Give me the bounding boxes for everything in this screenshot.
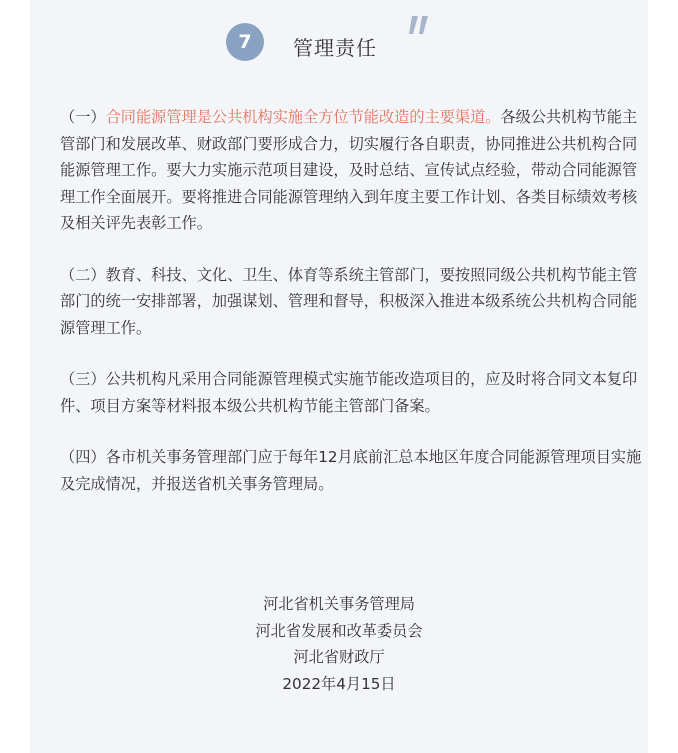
signature-org-1: 河北省机关事务管理局 — [263, 595, 415, 613]
document-panel — [30, 0, 648, 753]
paragraph-1-highlight: 合同能源管理是公共机构实施全方位节能改造的主要渠道。 — [105, 108, 501, 126]
signature-org-3: 河北省财政厅 — [293, 648, 385, 666]
article-body — [60, 104, 650, 522]
section-title: 管理责任 — [293, 36, 377, 60]
paragraph-2: （二）教育、科技、文化、卫生、体育等系统主管部门，要按照同级公共机构节能主管部门的统一安排部署，加强谋划、管理和督导，积极深入推进本级系统公共机构合同能源管理工作。 — [60, 265, 638, 337]
paragraph-1 — [60, 104, 650, 237]
paragraph-4: （四）各市机关事务管理部门应于每年12月底前汇总本地区年度合同能源管理项目实施及完成情况，并报送省机关事务管理局。 — [60, 448, 642, 493]
signature-date: 2022年4月15日 — [282, 674, 396, 693]
quote-mark-icon — [406, 12, 432, 38]
signature-block — [30, 591, 648, 697]
signature-org-2: 河北省发展和改革委员会 — [255, 621, 423, 640]
paragraph-1-lead: （一） — [60, 108, 106, 126]
section-header — [30, 0, 648, 80]
paragraph-1-rest: 各级公共机构节能主管部门和发展改革、财政部门要形成合力，切实履行各自职责，协同推进公共机构合同能源管理工作。要大力实施示范项目建设，及时总结、宣传试点经验，带动合同能源管理工作全面展开。要将推进合同能源管理纳入到年度主要工作计划、各类目标绩效考核及相关评先表彰工作。 — [60, 108, 638, 232]
section-number-badge: 7 — [226, 23, 264, 61]
paragraph-3: （三）公共机构凡采用合同能源管理模式实施节能改造项目的，应及时将合同文本复印件、项目方案等材料报本级公共机构节能主管部门备案。 — [60, 370, 638, 415]
